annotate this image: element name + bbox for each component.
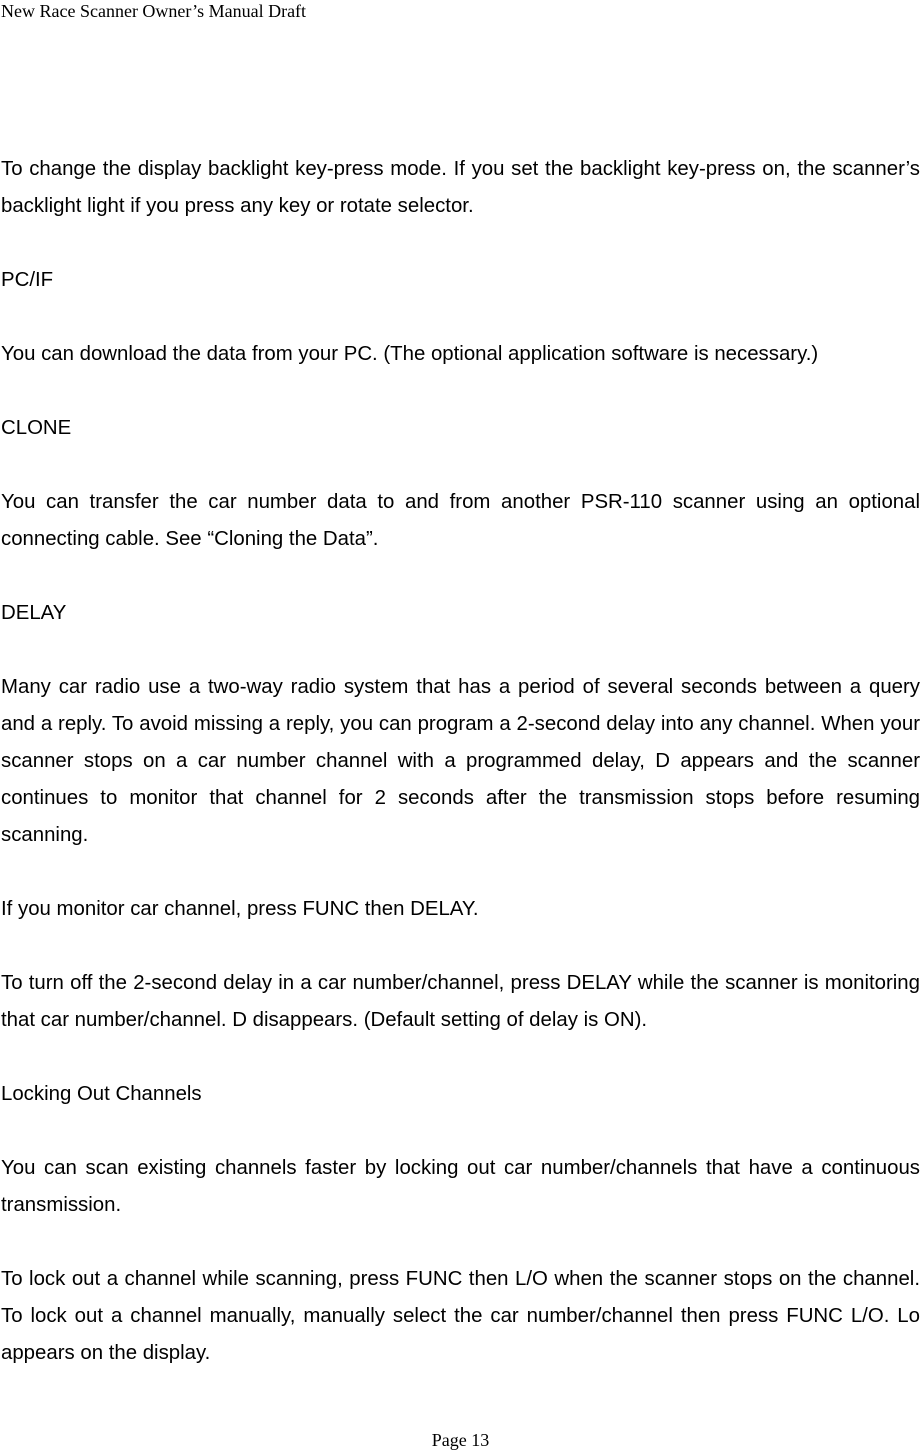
document-header: New Race Scanner Owner’s Manual Draft bbox=[1, 1, 307, 21]
paragraph-backlight: To change the display backlight key-press mode. If you set the backlight key-press on, the scanner’s backlight light if you press any key or rotate selector. bbox=[1, 158, 920, 217]
document-body bbox=[1, 151, 920, 1409]
paragraph-locking-out: You can scan existing channels faster by locking out car number/channels that have a continuous transmission. bbox=[1, 1157, 920, 1216]
heading-delay: DELAY bbox=[1, 602, 67, 624]
paragraph-lock-out-howto: To lock out a channel while scanning, press FUNC then L/O when the scanner stops on the channel. To lock out a channel manually, manually select the car number/channel then press FUNC L/O. Lo appears on the display. bbox=[1, 1268, 920, 1364]
paragraph-clone: You can transfer the car number data to and from another PSR-110 scanner using an optional connecting cable. See “Cloning the Data”. bbox=[1, 491, 920, 550]
paragraph-delay-off: To turn off the 2-second delay in a car number/channel, press DELAY while the scanner is monitoring that car number/channel. D disappears. (Default setting of delay is ON). bbox=[1, 972, 920, 1031]
heading-locking-out: Locking Out Channels bbox=[1, 1083, 202, 1105]
paragraph-delay: Many car radio use a two-way radio system that has a period of several seconds between a query and a reply. To avoid missing a reply, you can program a 2-second delay into any channel. When your scanner stops on a car number channel with a programmed delay, D appears and the scanner continues to monitor that channel for 2 seconds after the transmission stops before resuming scanning. bbox=[1, 676, 920, 846]
heading-clone: CLONE bbox=[1, 417, 72, 439]
page-number: Page 13 bbox=[431, 1430, 490, 1450]
paragraph-delay-monitor: If you monitor car channel, press FUNC then DELAY. bbox=[1, 898, 479, 920]
paragraph-pcif: You can download the data from your PC. (The optional application software is necessary.) bbox=[1, 343, 819, 365]
heading-pcif: PC/IF bbox=[1, 269, 54, 291]
